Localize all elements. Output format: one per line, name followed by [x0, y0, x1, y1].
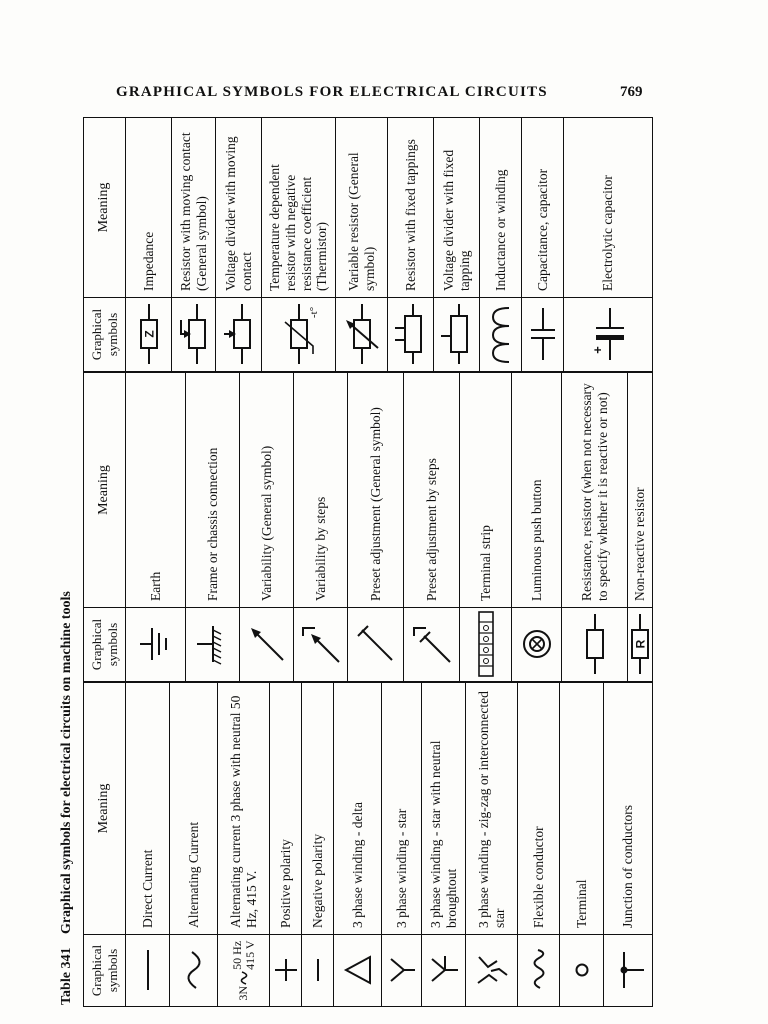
table-row — [604, 683, 652, 1006]
direct-current-icon — [138, 949, 158, 993]
meaning-cell: Voltage divider with moving contact — [222, 136, 254, 291]
symbol-label: R — [633, 640, 648, 649]
meaning-cell: Capacitance, capacitor — [534, 168, 550, 291]
capacitor-icon — [528, 307, 558, 363]
meaning-cell: Direct Current — [139, 849, 155, 928]
column-group-2 — [84, 371, 652, 681]
table-row — [172, 118, 216, 371]
table-row — [348, 373, 404, 681]
table-row — [302, 683, 334, 1006]
meaning-cell: Flexible conductor — [530, 826, 546, 928]
running-title: GRAPHICAL SYMBOLS FOR ELECTRICAL CIRCUITS — [116, 84, 548, 100]
symbol-header: Graphical symbols — [84, 934, 125, 1006]
table-row — [560, 683, 604, 1006]
header-row — [84, 118, 126, 371]
impedance-icon — [138, 303, 160, 367]
meaning-cell: Resistor with moving contact (General symbol) — [177, 132, 209, 291]
meaning-cell: Alternating current 3 phase with neutral 50 Hz, 415 V. — [227, 695, 259, 928]
table-row — [270, 683, 302, 1006]
symbol-voltage: 415 V — [242, 940, 257, 970]
fixed-tap-divider-icon — [439, 303, 475, 367]
meaning-cell: 3 phase winding - zig-zag or interconnected star — [475, 691, 507, 928]
terminal-icon — [574, 963, 590, 979]
symbol-label: Z — [142, 330, 156, 339]
table-row — [466, 683, 518, 1006]
header-row — [84, 683, 126, 1006]
electrolytic-capacitor-icon — [590, 307, 626, 363]
meaning-header: Meaning — [96, 182, 112, 233]
table-row — [382, 683, 422, 1006]
table-row — [628, 373, 652, 681]
non-reactive-resistor-icon — [629, 613, 651, 677]
meaning-cell: Non-reactive resistor — [632, 487, 648, 601]
meaning-cell: Frame or chassis connection — [204, 447, 220, 601]
meaning-cell: Negative polarity — [309, 833, 325, 928]
luminous-push-button-icon — [522, 630, 552, 660]
meaning-cell: 3 phase winding - star — [393, 808, 409, 928]
symbol-header: Graphical symbols — [84, 297, 125, 371]
table-row — [522, 118, 564, 371]
table-row — [170, 683, 218, 1006]
preset-steps-icon — [410, 623, 454, 667]
junction-icon — [610, 951, 646, 991]
symbol-prefix: 3N — [236, 985, 250, 1001]
terminal-strip-icon — [476, 612, 496, 678]
table-caption — [59, 591, 81, 1005]
table-row — [518, 683, 560, 1006]
inductance-icon — [489, 305, 513, 365]
variable-resistor-icon — [342, 303, 382, 367]
meaning-header: Meaning — [96, 783, 112, 834]
table-row — [562, 373, 628, 681]
meaning-cell: Variability by steps — [312, 496, 328, 601]
table-title: Graphical symbols for electrical circuits on machine tools — [59, 591, 74, 935]
table-row — [434, 118, 480, 371]
thermistor-icon — [279, 303, 319, 367]
table-row — [218, 683, 270, 1006]
table-row — [126, 118, 172, 371]
star-winding-icon — [388, 956, 416, 986]
table-row — [186, 373, 240, 681]
minus-icon — [313, 958, 323, 984]
table-row — [336, 118, 388, 371]
table-row — [240, 373, 294, 681]
table-row — [422, 683, 466, 1006]
earth-icon — [138, 625, 174, 665]
table-row — [126, 373, 186, 681]
meaning-cell: Inductance or winding — [492, 169, 508, 291]
flexible-conductor-icon — [530, 951, 548, 991]
zigzag-winding-icon — [475, 954, 509, 988]
frame-connection-icon — [195, 623, 231, 667]
table-number: Table 341 — [59, 947, 74, 1005]
meaning-cell: 3 phase winding - star with neutral broughtout — [427, 740, 459, 928]
symbol-label: -t° — [307, 307, 320, 319]
star-neutral-winding-icon — [429, 955, 459, 987]
table-row — [126, 683, 170, 1006]
table-row — [216, 118, 262, 371]
symbol-header: Graphical symbols — [84, 607, 125, 681]
rotated-table-figure — [59, 115, 659, 1007]
meaning-cell: Earth — [147, 571, 163, 601]
table-row — [294, 373, 348, 681]
meaning-cell: Variable resistor (General symbol) — [345, 152, 377, 291]
three-phase-ac-icon — [231, 940, 256, 1000]
tapped-resistor-icon — [393, 303, 429, 367]
symbol-frequency: 50 Hz — [229, 940, 244, 970]
plus-icon — [273, 958, 299, 984]
meaning-cell: Terminal — [573, 879, 589, 928]
meaning-cell: Impedance — [140, 231, 156, 291]
meaning-cell: Luminous push button — [528, 479, 544, 601]
symbols-table — [83, 117, 653, 1007]
preset-adjustment-icon — [356, 625, 396, 665]
table-row — [404, 373, 460, 681]
meaning-cell: Voltage divider with fixed tapping — [440, 149, 472, 291]
meaning-cell: Junction of conductors — [620, 805, 636, 928]
meaning-cell: Variability (General symbol) — [258, 445, 274, 601]
page-header — [0, 84, 768, 108]
meaning-cell: Preset adjustment (General symbol) — [367, 407, 383, 601]
moving-contact-resistor-icon — [177, 303, 211, 367]
voltage-divider-icon — [222, 303, 256, 367]
meaning-cell: Resistor with fixed tappings — [402, 139, 418, 291]
meaning-cell: Resistance, resistor (when not necessary to specify whether it is reactive or not) — [578, 383, 610, 601]
delta-winding-icon — [344, 956, 372, 986]
meaning-cell: Preset adjustment by steps — [423, 458, 439, 601]
meaning-cell: Terminal strip — [477, 525, 493, 601]
table-row — [334, 683, 382, 1006]
meaning-cell: 3 phase winding - delta — [349, 802, 365, 928]
variability-steps-icon — [299, 623, 343, 667]
meaning-cell: Electrolytic capacitor — [600, 175, 616, 291]
meaning-cell: Alternating Current — [185, 821, 201, 928]
page-number: 769 — [620, 84, 643, 100]
meaning-header: Meaning — [96, 465, 112, 515]
table-row — [512, 373, 562, 681]
table-row — [564, 118, 652, 371]
column-group-1 — [84, 681, 652, 1006]
variability-icon — [247, 625, 287, 665]
table-row — [480, 118, 522, 371]
header-row — [84, 373, 126, 681]
table-row — [262, 118, 336, 371]
column-group-3 — [84, 118, 652, 371]
meaning-cell: Positive polarity — [277, 839, 293, 928]
resistor-icon — [584, 613, 606, 677]
symbol-label: + — [590, 346, 605, 355]
table-row — [460, 373, 512, 681]
meaning-cell: Temperature dependent resistor with negative resistance coefficient (Thermistor) — [267, 164, 330, 291]
alternating-current-icon — [184, 951, 204, 991]
table-row — [388, 118, 434, 371]
